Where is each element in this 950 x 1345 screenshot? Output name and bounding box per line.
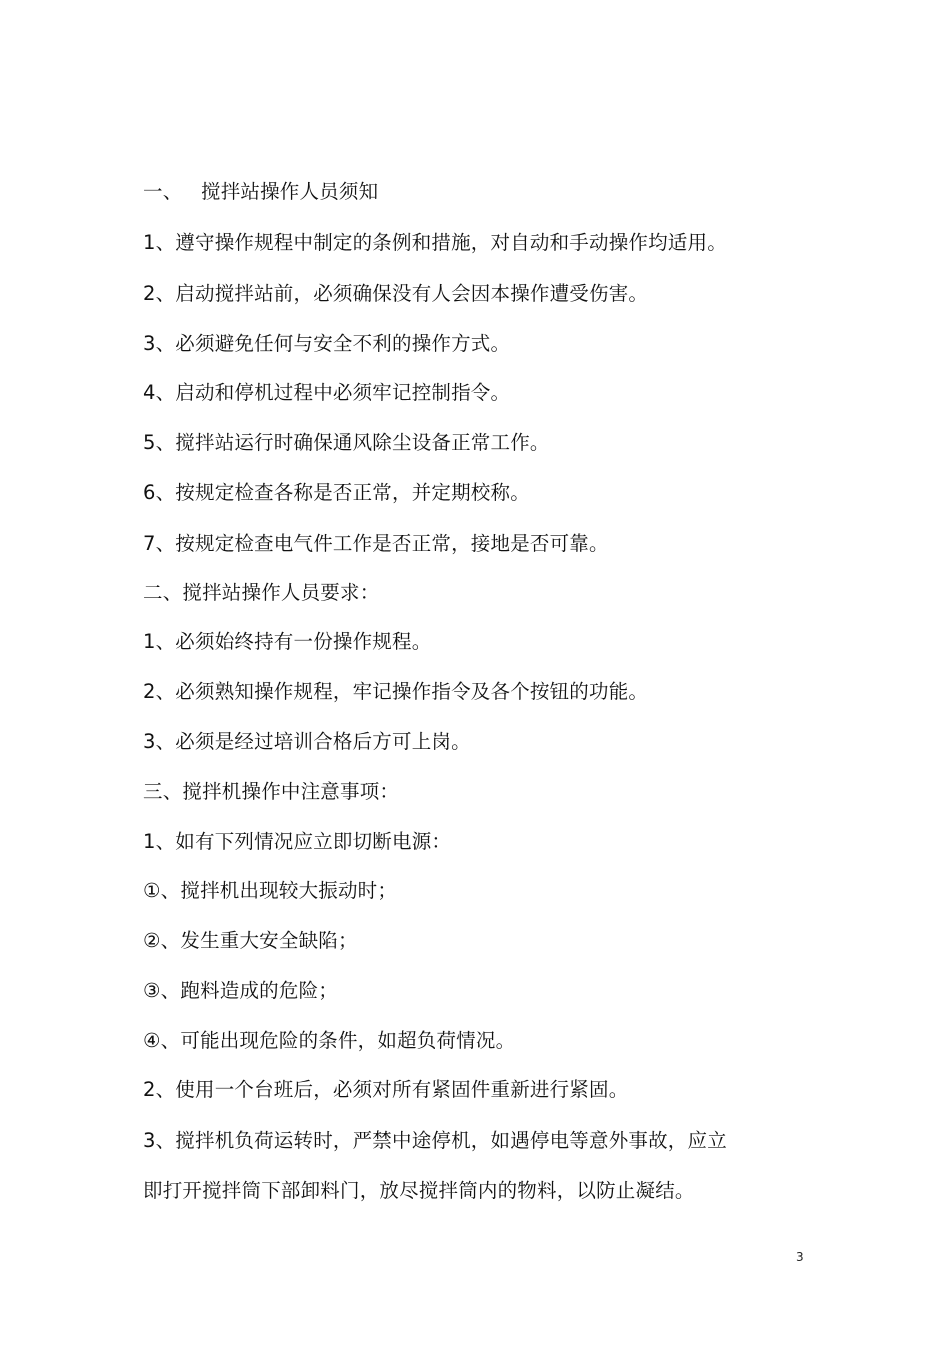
paragraph-line: 4、启动和停机过程中必须牢记控制指令。 bbox=[143, 381, 511, 404]
paragraph-line: 2、启动搅拌站前，必须确保没有人会因本操作遭受伤害。 bbox=[143, 282, 649, 305]
paragraph-line: 6、按规定检查各称是否正常，并定期校称。 bbox=[143, 481, 530, 504]
paragraph-line: ③、跑料造成的危险； bbox=[143, 979, 338, 1002]
paragraph-line: 即打开搅拌筒下部卸料门，放尽搅拌筒内的物料，以防止凝结。 bbox=[143, 1179, 695, 1202]
paragraph-line: 3、必须避免任何与安全不利的操作方式。 bbox=[143, 332, 511, 355]
section-heading-1 bbox=[143, 180, 378, 204]
page-number: 3 bbox=[796, 1250, 804, 1264]
section-title-1: 搅拌站操作人员须知 bbox=[201, 180, 379, 203]
paragraph-line: 1、必须始终持有一份操作规程。 bbox=[143, 630, 432, 653]
paragraph-line: ④、可能出现危险的条件，如超负荷情况。 bbox=[143, 1029, 516, 1052]
paragraph-line: 3、搅拌机负荷运转时，严禁中途停机，如遇停电等意外事故，应立 bbox=[143, 1129, 727, 1152]
paragraph-line: 7、按规定检查电气件工作是否正常，接地是否可靠。 bbox=[143, 532, 609, 555]
section-heading-2: 二、搅拌站操作人员要求： bbox=[143, 581, 380, 604]
paragraph-line: ①、搅拌机出现较大振动时； bbox=[143, 879, 398, 902]
section-number-1: 一、 bbox=[143, 180, 183, 203]
paragraph-line: 2、必须熟知操作规程，牢记操作指令及各个按钮的功能。 bbox=[143, 680, 649, 703]
paragraph-line: ②、发生重大安全缺陷； bbox=[143, 929, 358, 952]
paragraph-line: 1、遵守操作规程中制定的条例和措施，对自动和手动操作均适用。 bbox=[143, 231, 727, 254]
paragraph-line: 3、必须是经过培训合格后方可上岗。 bbox=[143, 730, 471, 753]
paragraph-line: 1、如有下列情况应立即切断电源： bbox=[143, 830, 452, 853]
paragraph-line: 2、使用一个台班后，必须对所有紧固件重新进行紧固。 bbox=[143, 1078, 629, 1101]
section-heading-3: 三、搅拌机操作中注意事项： bbox=[143, 780, 400, 803]
paragraph-line: 5、搅拌站运行时确保通风除尘设备正常工作。 bbox=[143, 431, 550, 454]
